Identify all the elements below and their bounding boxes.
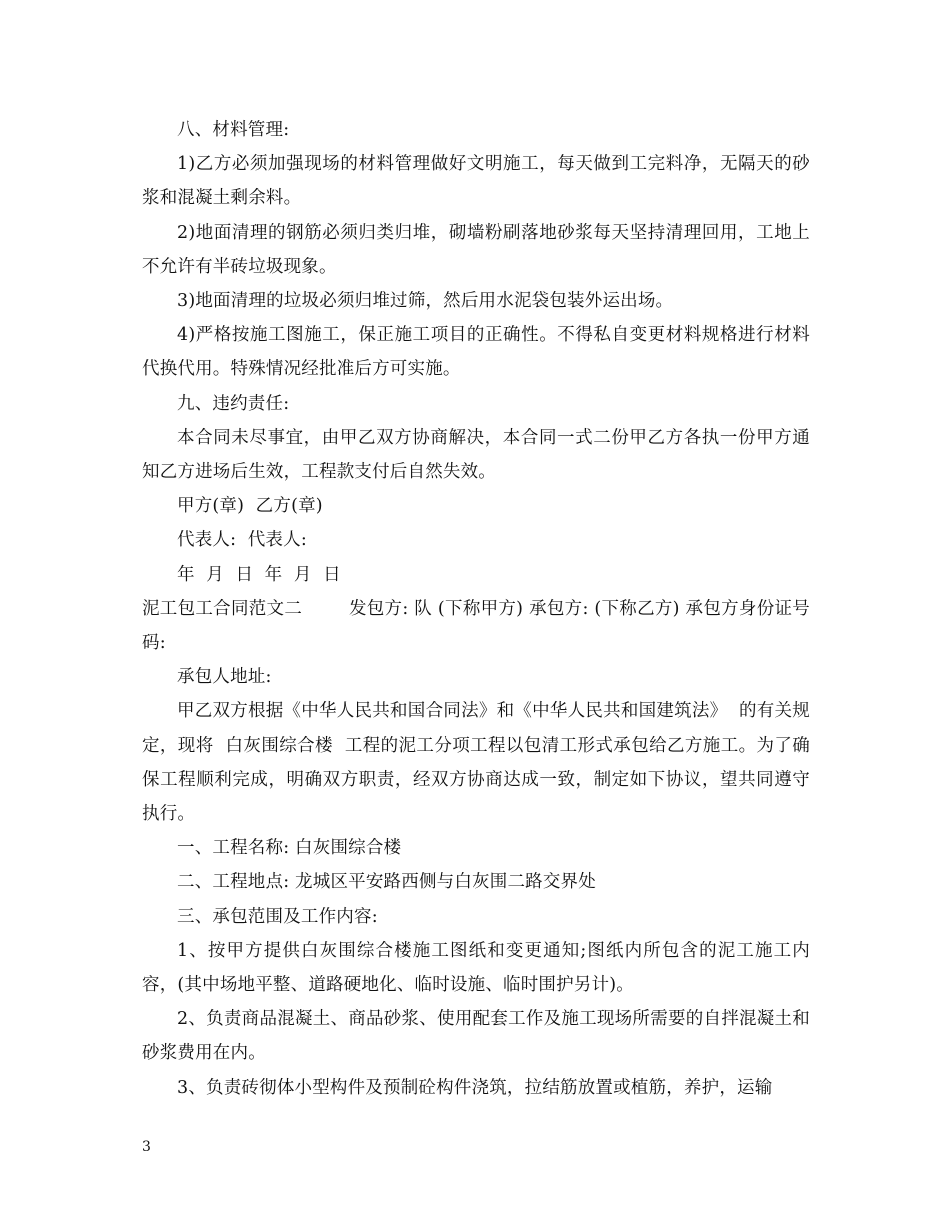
- paragraph: 甲方(章) 乙方(章): [177, 496, 323, 517]
- paragraph: 本合同未尽事宜，由甲乙双方协商解决，本合同一式二份甲乙方各执一份甲方通知乙方进场后生效，工程款支付后自然失效。: [142, 427, 810, 483]
- document-body: [142, 113, 810, 1105]
- paragraph: 代表人: 代表人:: [177, 530, 307, 551]
- paragraph: 2、负责商品混凝土、商品砂浆、使用配套工作及施工现场所需要的自拌混凝土和砂浆费用在内。: [142, 1009, 810, 1064]
- page-number: 3: [142, 1139, 151, 1155]
- paragraph: 1)乙方必须加强现场的材料管理做好文明施工，每天做到工完料净，无隔天的砂浆和混凝土剩余料。: [142, 154, 810, 209]
- paragraph: 甲乙双方根据《中华人民共和国合同法》和《中华人民共和国建筑法》 的有关规定，现将 白灰围综合楼 工程的泥工分项工程以包清工形式承包给乙方施工。为了确保工程顺利完成，明确双方职责，经双方协商达成一致，制定如下协议，望共同遵守执行。: [142, 701, 810, 825]
- paragraph: 3、负责砖彻体小型构件及预制砼构件浇筑，拉结筋放置或植筋，养护，运输: [177, 1077, 773, 1098]
- paragraph: 泥工包工合同范文二 发包方: 队 (下称甲方) 承包方: (下称乙方) 承包方身份证号码:: [142, 598, 810, 654]
- paragraph: 二、工程地点: 龙城区平安路西侧与白灰围二路交界处: [177, 872, 596, 893]
- paragraph: 一、工程名称: 白灰围综合楼: [177, 838, 402, 859]
- paragraph: 年 月 日 年 月 日: [177, 564, 341, 585]
- paragraph: 2)地面清理的钢筋必须归类归堆，砌墙粉刷落地砂浆每天坚持清理回用，工地上不允许有半砖垃圾现象。: [142, 222, 810, 277]
- paragraph: 八、材料管理:: [177, 120, 290, 140]
- paragraph: 1、按甲方提供白灰围综合楼施工图纸和变更通知;图纸内所包含的泥工施工内容，(其中场地平整、道路硬地化、临时设施、临时围护另计)。: [142, 940, 810, 996]
- paragraph: 4)严格按施工图施工，保正施工项目的正确性。不得私自变更材料规格进行材料代换代用。特殊情况经批准后方可实施。: [142, 325, 810, 380]
- paragraph: 承包人地址:: [177, 667, 272, 688]
- paragraph: 3)地面清理的垃圾必须归堆过筛，然后用水泥袋包装外运出场。: [177, 291, 674, 312]
- paragraph: 九、违约责任:: [177, 393, 290, 414]
- paragraph: 三、承包范围及工作内容:: [177, 906, 378, 927]
